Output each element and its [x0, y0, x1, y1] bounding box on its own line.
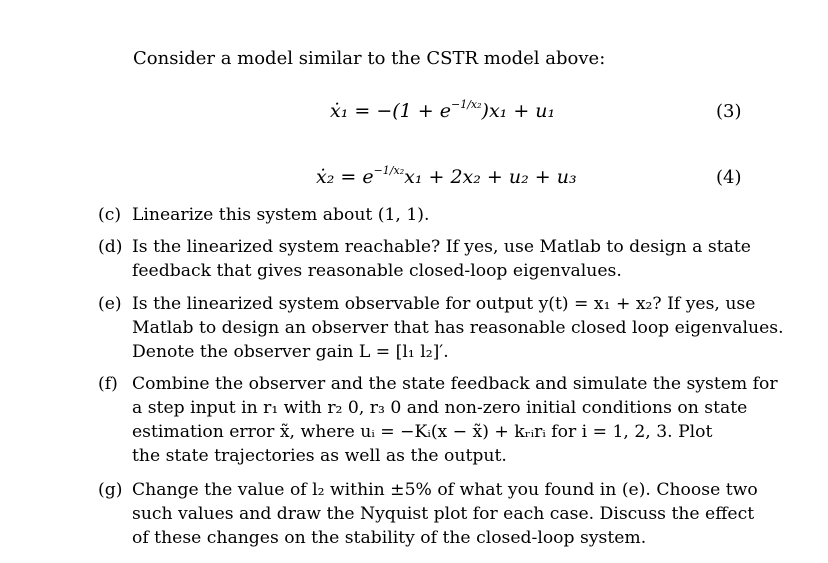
item-e-line-3: Denote the observer gain L = [l₁ l₂]′.	[132, 342, 449, 362]
item-d-line-2: feedback that gives reasonable closed-loop eigenvalues.	[132, 261, 622, 281]
item-d-line-1: Is the linearized system reachable? If yes, use Matlab to design a state	[132, 237, 751, 257]
equation-3-lhs: ẋ₁ = −(1 + e	[330, 100, 451, 122]
item-e-line-2: Matlab to design an observer that has reasonable closed loop eigenvalues.	[132, 318, 784, 338]
item-e-line-1: Is the linearized system observable for output y(t) = x₁ + x₂? If yes, use	[132, 294, 756, 314]
item-f-line-2: a step input in r₁ with r₂ 0, r₃ 0 and non-zero initial conditions on state	[132, 398, 748, 418]
item-f-line-4: the state trajectories as well as the output.	[132, 446, 507, 466]
item-f-line-3: estimation error x̃, where uᵢ = −Kᵢ(x − x̃) + kᵣᵢrᵢ for i = 1, 2, 3. Plot	[132, 422, 713, 442]
equation-3-rhs: )x₁ + u₁	[481, 100, 556, 122]
item-d-label: (d)	[98, 237, 123, 257]
equation-4	[316, 164, 577, 188]
item-e-label: (e)	[98, 294, 122, 314]
item-f-label: (f)	[98, 374, 118, 394]
equation-3-exponent: −1/x₂	[451, 98, 482, 111]
item-f-line-1: Combine the observer and the state feedback and simulate the system for	[132, 374, 778, 394]
item-g-line-3: of these changes on the stability of the closed-loop system.	[132, 528, 647, 548]
equation-3-number: (3)	[716, 101, 742, 122]
equation-4-rhs: x₁ + 2x₂ + u₂ + u₃	[404, 166, 577, 188]
intro-text: Consider a model similar to the CSTR model above:	[133, 48, 606, 69]
item-g-line-2: such values and draw the Nyquist plot for each case. Discuss the effect	[132, 504, 755, 524]
equation-3	[330, 98, 555, 122]
equation-4-lhs: ẋ₂ = e	[316, 166, 374, 188]
equation-4-number: (4)	[716, 167, 742, 188]
item-c-line-1: Linearize this system about (1, 1).	[132, 205, 430, 225]
item-c-label: (c)	[98, 205, 122, 225]
item-g-label: (g)	[98, 480, 123, 500]
item-g-line-1: Change the value of l₂ within ±5% of what you found in (e). Choose two	[132, 480, 758, 500]
equation-4-exponent: −1/x₂	[373, 164, 405, 177]
